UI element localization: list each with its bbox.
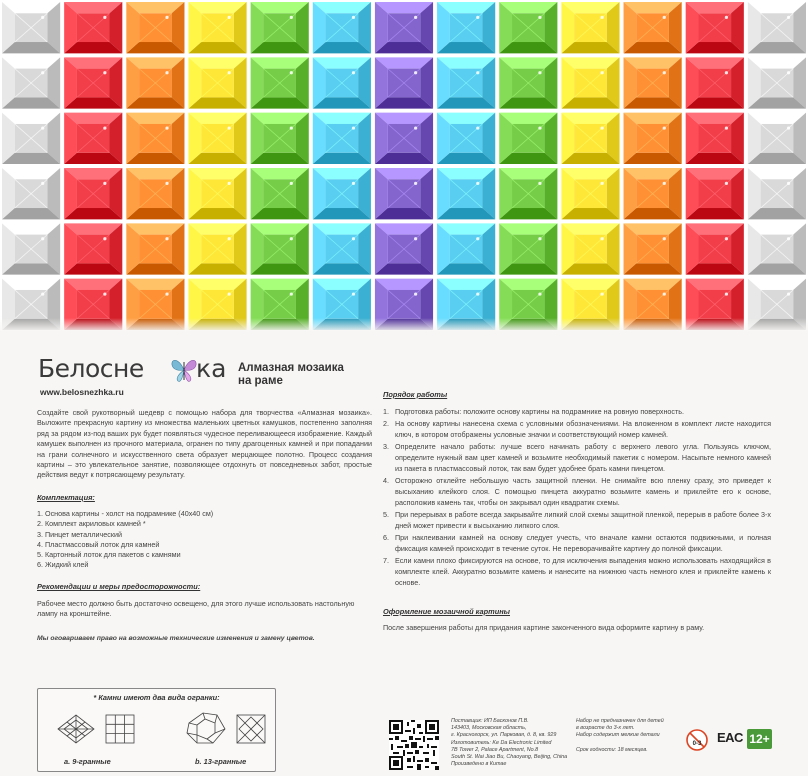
changes-notice: Мы оговариваем право на возможные технические изменения и замену цветов. xyxy=(37,634,315,642)
gem xyxy=(561,57,619,108)
gem xyxy=(748,223,806,274)
procedure-step: 2. На основу картины нанесена схема с условными обозначениями. На вложенном в комплект листе находится ключ, в котором отображены условные значки и соответствующий номер камней. xyxy=(383,419,771,439)
gem xyxy=(624,57,682,108)
supplier-line: 7B Tower 2, Palace Apartment, No.8 xyxy=(451,746,539,753)
product-title xyxy=(238,362,378,388)
gem xyxy=(499,2,557,53)
supplier-info xyxy=(451,718,571,768)
gem xyxy=(64,57,122,108)
gem xyxy=(375,168,433,219)
gem xyxy=(437,57,495,108)
age-12-plus-badge: 12+ xyxy=(747,729,772,749)
gem xyxy=(251,57,309,108)
intro-text: Создайте свой рукотворный шедевр с помощью набора для творчества «Алмазная мозаика». Выложите прекрасную картину из множества маленьких цветных камушков, постепенно заполняя ряд за рядом из-под ваших рук будет появляться чудесное переливающееся изображение. Каждый камушек выполнен из прочного материала, огранен по типу драгоценных камней и при попадании на грани солнечного и искусственного света образует мерцающее полотно. Процесс создания картины – это увлекательное занятие, позволяющее отдохнуть от повседневных забот, простые действия ведут к потрясающему результату. xyxy=(37,408,372,480)
age-warning xyxy=(576,718,684,754)
gem xyxy=(624,223,682,274)
gem xyxy=(188,223,246,274)
product-title-line-2: на раме xyxy=(238,375,283,387)
gem xyxy=(437,2,495,53)
eac-mark: EAC xyxy=(717,730,743,745)
kit-item: 1. Основа картины - холст на подрамнике (40x40 см) xyxy=(37,509,214,519)
procedure-step: 7. Если камни плохо фиксируются на основе, то для исключения выпадения можно использовать находящийся в комплекте клей. Аккуратно возьмите камень и нанесите на нижнюю часть немного клея и приклейте камень к основе. xyxy=(383,556,771,587)
gem xyxy=(64,168,122,219)
gem xyxy=(437,168,495,219)
gem xyxy=(561,2,619,53)
cut-type-9-label: a. 9-гранные xyxy=(64,757,111,766)
gem xyxy=(375,223,433,274)
gem xyxy=(375,113,433,164)
procedure-step: 3. Определите начало работы: лучше всего начинать работу с верхнего левого угла. Пользуясь ключом, определите нужный вам цвет камней и возьмите необходимый пакетик с номером. Насыпьте немного камней из пакета в пластмассовый лоток, так вам будет удобнее брать камни пинцетом. xyxy=(383,442,771,473)
supplier-line: South St. Wai Jiao Bu, Chaoyang, Beijing, China xyxy=(451,754,568,761)
gem xyxy=(624,113,682,164)
supplier-line: Изготовитель: Ke Da Electronic Limited xyxy=(451,739,552,746)
gem xyxy=(313,57,371,108)
gem xyxy=(2,2,60,53)
procedure-step: 1. Подготовка работы: положите основу картины на подрамнике на ровную поверхность. xyxy=(383,406,685,416)
cut-types-box xyxy=(37,688,276,772)
gem xyxy=(251,113,309,164)
thirteen-facet-gem-icon xyxy=(185,709,275,749)
gem xyxy=(686,2,744,53)
gem xyxy=(748,168,806,219)
gem xyxy=(748,2,806,53)
frame-text: После завершения работы для придания картине законченного вида оформите картину в раму. xyxy=(383,623,705,633)
gem xyxy=(126,113,184,164)
gem xyxy=(313,2,371,53)
supplier-line: Произведено в Китае xyxy=(451,761,507,768)
frame-title: Оформление мозаичной картины xyxy=(383,606,510,616)
gem xyxy=(686,57,744,108)
gem xyxy=(126,223,184,274)
gem xyxy=(499,113,557,164)
qr-code-icon[interactable] xyxy=(389,720,439,770)
kit-item: 6. Жидкий клей xyxy=(37,560,89,570)
not-for-under-3-icon xyxy=(686,729,708,751)
age-warning-line: Набор содержит мелкие детали xyxy=(576,732,660,739)
gem xyxy=(561,223,619,274)
gem-banner-image xyxy=(0,0,808,332)
gem xyxy=(2,113,60,164)
gem xyxy=(64,113,122,164)
recommendations-text: Рабочее место должно быть достаточно освещено, для этого лучше использовать настольную лампу на кронштейне. xyxy=(37,598,355,619)
procedure-step: 6. При наклеивании камней на основу следует учесть, что вначале камни остаются подвижными, и полная фиксация камней происходит в течение суток. Не переворачивайте картину до полной фиксации. xyxy=(383,533,771,553)
gem xyxy=(2,168,60,219)
brand-logo xyxy=(38,354,238,400)
gem xyxy=(313,113,371,164)
gem xyxy=(2,223,60,274)
gem xyxy=(561,113,619,164)
gem xyxy=(437,113,495,164)
gem xyxy=(188,57,246,108)
gem xyxy=(188,2,246,53)
gem xyxy=(126,168,184,219)
cut-type-13-label: b. 13-гранные xyxy=(195,757,247,766)
gem xyxy=(251,2,309,53)
supplier-line: 143403, Московская область, xyxy=(451,725,527,732)
age-warning-line: Набор не предназначен для детей xyxy=(576,718,664,724)
procedure-step: 4. Осторожно отклейте небольшую часть защитной пленки. Не снимайте всю пленку сразу, это приведет к высыханию клейкого слоя. С помощью пинцета аккуратно возьмите камень и приклейте его к основе, расположив камень так, чтобы он закрывал один квадратик схемы. xyxy=(383,476,771,507)
gem xyxy=(126,57,184,108)
kit-item: 5. Картонный лоток для пакетов с камнями xyxy=(37,550,181,560)
gem xyxy=(686,223,744,274)
gem xyxy=(561,168,619,219)
procedure-step: 5. При перерывах в работе всегда закрывайте липкий слой схемы защитной пленкой, перерыв в работе более 3-х дней может привести к высыханию липкого слоя. xyxy=(383,509,771,530)
gem xyxy=(499,223,557,274)
gem xyxy=(748,57,806,108)
gem xyxy=(126,2,184,53)
cut-type-13 xyxy=(185,709,275,766)
brand-name-left: Белосне xyxy=(38,354,144,383)
gem xyxy=(375,2,433,53)
gem xyxy=(437,223,495,274)
butterfly-icon xyxy=(169,356,199,384)
gem-mosaic-pattern xyxy=(0,0,808,332)
age-warning-line: Срок годности: 18 месяцев. xyxy=(576,746,648,753)
gem xyxy=(64,223,122,274)
gem xyxy=(188,113,246,164)
gem xyxy=(2,57,60,108)
kit-item: 3. Пинцет металлический xyxy=(37,529,123,539)
gem xyxy=(251,223,309,274)
gem xyxy=(313,223,371,274)
supplier-line: г. Красногорск, ул. Парковая, д. 8, кв. 929 xyxy=(451,732,557,739)
supplier-line: Поставщик: ИП Басконов П.В. xyxy=(451,718,529,724)
age-warning-line xyxy=(576,740,684,747)
procedure-title: Порядок работы xyxy=(383,390,448,399)
age-icon-text: 0-3 xyxy=(692,741,702,747)
gem xyxy=(499,168,557,219)
age-warning-line: в возрасте до 3-х лет. xyxy=(576,725,635,732)
gem xyxy=(624,2,682,53)
banner-fade xyxy=(0,318,808,332)
gem xyxy=(686,113,744,164)
gem xyxy=(499,57,557,108)
kit-list xyxy=(37,509,372,570)
brand-name-right: ка xyxy=(196,354,227,383)
right-column xyxy=(383,390,771,634)
gem xyxy=(375,57,433,108)
cut-types-note: * Камни имеют два вида огранки: xyxy=(93,693,220,702)
cut-type-9 xyxy=(54,709,154,766)
gem xyxy=(251,168,309,219)
left-column xyxy=(37,408,372,644)
gem xyxy=(748,113,806,164)
gem xyxy=(64,2,122,53)
gem xyxy=(624,168,682,219)
product-title-line-1: Алмазная мозаика xyxy=(238,362,344,374)
kit-title: Комплектация: xyxy=(37,492,95,502)
recommendations-title: Рекомендации и меры предосторожности: xyxy=(37,582,201,592)
gem xyxy=(686,168,744,219)
kit-item: 2. Комплект акриловых камней * xyxy=(37,519,146,529)
gem xyxy=(188,168,246,219)
nine-facet-gem-icon xyxy=(54,709,144,749)
website-url[interactable]: www.belosnezhka.ru xyxy=(40,387,124,397)
kit-item: 4. Пластмассовый лоток для камней xyxy=(37,539,160,549)
gem xyxy=(313,168,371,219)
instruction-sheet xyxy=(0,332,808,776)
